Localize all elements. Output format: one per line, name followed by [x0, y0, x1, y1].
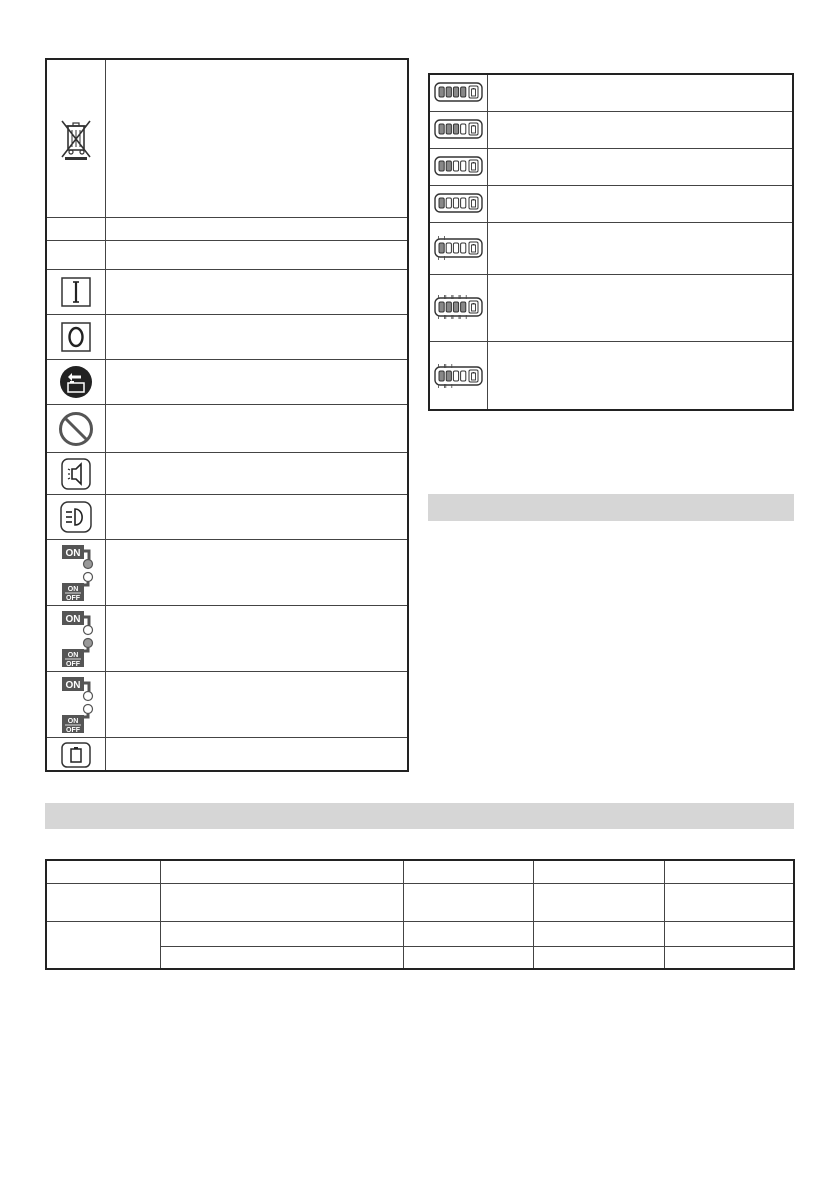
- battery-led-segment: [453, 371, 458, 381]
- symbol-row-remove-battery: [47, 359, 407, 404]
- symbol-row-blank-2: [47, 240, 407, 269]
- symbol-row-prohibited: [47, 404, 407, 452]
- svg-text:ON: ON: [65, 613, 81, 625]
- svg-text:ON: ON: [65, 547, 81, 559]
- svg-text:ON: ON: [65, 679, 81, 691]
- battery-led-segment: [453, 243, 458, 253]
- battery-led-segment: [453, 302, 458, 312]
- battery-led-segment: [446, 87, 451, 97]
- battery-led-segment: [460, 161, 465, 171]
- battery-led-segment: [460, 124, 465, 134]
- battery-level-3-icon: [430, 112, 487, 148]
- battery-row: [430, 75, 792, 111]
- symbol-row-power-on: [47, 269, 407, 314]
- on-indicator-state-1-icon: [47, 540, 105, 605]
- crossed-out-wheeled-bin-icon: [47, 60, 105, 217]
- battery-led-segment: [446, 198, 451, 208]
- on-indicator-state-2-icon: [47, 606, 105, 671]
- symbol-row-on-indicator-2: [47, 605, 407, 671]
- symbol-row-power-off: [47, 314, 407, 359]
- battery-led-segment: [453, 161, 458, 171]
- battery-led-segment: [446, 161, 451, 171]
- power-on-i-icon: [47, 270, 105, 314]
- symbol-row-weee: [47, 60, 407, 217]
- battery-led-segment: [453, 87, 458, 97]
- battery-led-segment: [460, 198, 465, 208]
- svg-text:OFF: OFF: [66, 726, 80, 734]
- battery-row: [430, 341, 792, 411]
- power-off-o-icon: [47, 315, 105, 359]
- prohibited-icon: [47, 405, 105, 452]
- battery-row: [430, 111, 792, 148]
- battery-row: [430, 274, 792, 341]
- svg-text:OFF: OFF: [66, 594, 80, 602]
- battery-led-segment: [439, 161, 444, 171]
- data-table: [45, 859, 795, 970]
- battery-level-2-icon: [430, 149, 487, 185]
- work-light-icon: [47, 453, 105, 494]
- battery-led-segment: [439, 243, 444, 253]
- battery-led-segment: [453, 198, 458, 208]
- battery-led-segment: [439, 124, 444, 134]
- battery-level-blink-1-icon: [430, 223, 487, 274]
- symbol-row-blank-1: [47, 217, 407, 240]
- battery-led-segment: [439, 302, 444, 312]
- battery-led-segment: [460, 371, 465, 381]
- battery-level-table: [428, 73, 794, 411]
- headlight-icon: [47, 495, 105, 539]
- battery-led-segment: [460, 302, 465, 312]
- battery-level-blink-alternate-icon: [430, 342, 487, 411]
- battery-led-segment: [453, 124, 458, 134]
- section-header-right: [428, 494, 794, 521]
- remove-battery-icon: [47, 360, 105, 404]
- battery-row: [430, 222, 792, 274]
- battery-led-segment: [446, 243, 451, 253]
- battery-led-segment: [446, 124, 451, 134]
- battery-led-segment: [439, 371, 444, 381]
- battery-icon: [47, 738, 105, 772]
- battery-led-segment: [439, 87, 444, 97]
- battery-level-1-icon: [430, 186, 487, 222]
- svg-text:ON: ON: [67, 717, 79, 725]
- section-header-bottom: [45, 803, 794, 829]
- battery-led-segment: [460, 87, 465, 97]
- battery-level-4-icon: [430, 75, 487, 111]
- battery-led-segment: [446, 302, 451, 312]
- svg-text:ON: ON: [67, 585, 79, 593]
- on-indicator-state-3-icon: [47, 672, 105, 737]
- symbol-row-on-indicator-1: [47, 539, 407, 605]
- symbol-row-battery: [47, 737, 407, 772]
- battery-level-blink-all-icon: [430, 275, 487, 341]
- battery-row: [430, 185, 792, 222]
- svg-text:OFF: OFF: [66, 660, 80, 668]
- symbol-table: [45, 58, 409, 772]
- battery-row: [430, 148, 792, 185]
- symbol-row-on-indicator-3: [47, 671, 407, 737]
- battery-led-segment: [446, 371, 451, 381]
- symbol-row-work-light: [47, 452, 407, 494]
- symbol-row-headlight: [47, 494, 407, 539]
- svg-text:ON: ON: [67, 651, 79, 659]
- battery-led-segment: [439, 198, 444, 208]
- battery-led-segment: [460, 243, 465, 253]
